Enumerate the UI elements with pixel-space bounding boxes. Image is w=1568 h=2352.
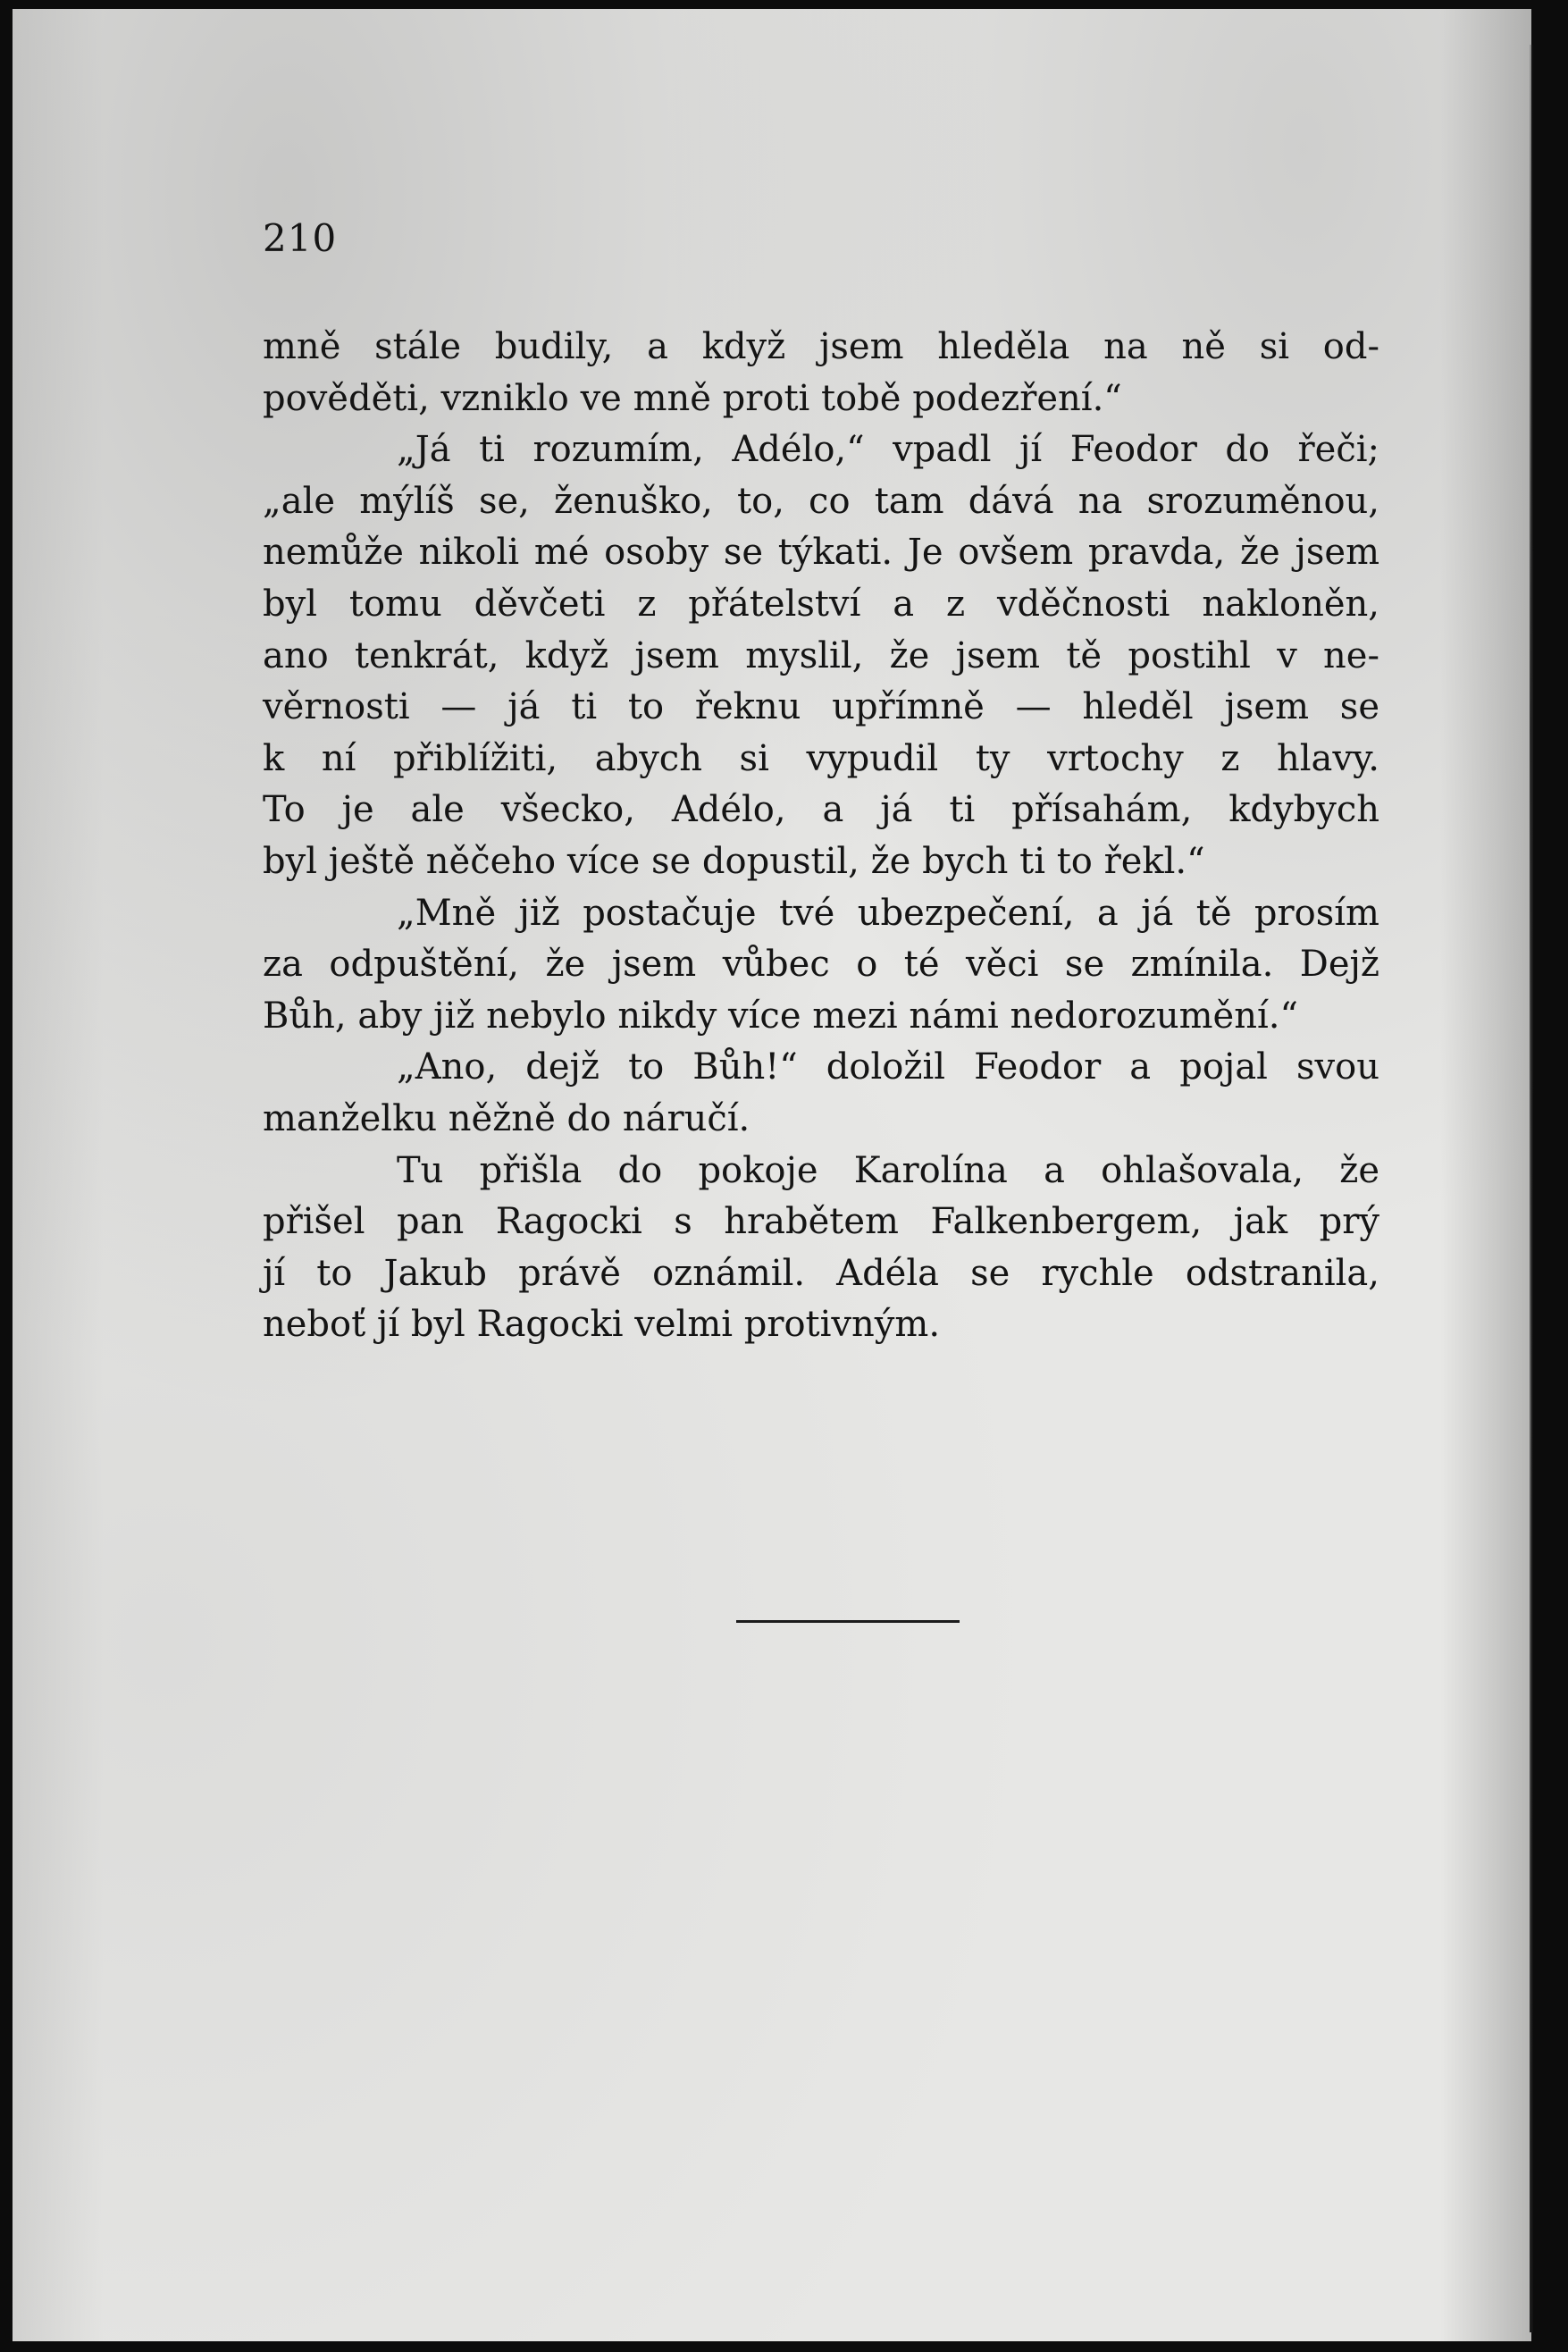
text-line: pověděti, vzniklo ve mně proti tobě podezření.“: [263, 377, 1122, 419]
text-line: neboť jí byl Ragocki velmi protivným.: [263, 1304, 941, 1346]
text-line: byl ještě něčeho více se dopustil, že bych ti to řekl.“: [263, 840, 1205, 882]
page-edge-shadow: [1530, 45, 1533, 2332]
text-line: Tu přišla do pokoje Karolína a ohlašovala, že: [397, 1149, 1379, 1191]
text-line: mně stále budily, a když jsem hleděla na ně si od-: [263, 326, 1379, 367]
body-text: [263, 322, 1379, 1351]
text-line: nemůže nikoli mé osoby se týkati. Je ovšem pravda, že jsem: [263, 532, 1379, 574]
text-line: To je ale všecko, Adélo, a já ti přísahám, kdybych: [263, 789, 1379, 831]
text-line: „ale mýlíš se, ženuško, to, co tam dává na srozuměnou,: [263, 480, 1379, 522]
text-line: jí to Jakub právě oznámil. Adéla se rychle odstranila,: [263, 1252, 1379, 1294]
text-line: k ní přiblížiti, abych si vypudil ty vrtochy z hlavy.: [263, 737, 1379, 779]
text-line: Bůh, aby již nebylo nikdy více mezi námi nedorozumění.“: [263, 995, 1298, 1037]
text-line: přišel pan Ragocki s hrabětem Falkenbergem, jak prý: [263, 1201, 1379, 1243]
text-line: věrnosti — já ti to řeknu upřímně — hleděl jsem se: [263, 686, 1379, 728]
text-line: ano tenkrát, když jsem myslil, že jsem tě postihl v ne-: [263, 634, 1379, 676]
text-line: „Já ti rozumím, Adélo,“ vpadl jí Feodor do řeči;: [397, 429, 1379, 471]
text-line: „Ano, dejž to Bůh!“ doložil Feodor a pojal svou: [397, 1046, 1379, 1088]
page-number: 210: [263, 216, 338, 260]
chapter-end-rule: [736, 1620, 960, 1623]
text-line: byl tomu děvčeti z přátelství a z vděčnosti nakloněn,: [263, 583, 1379, 625]
text-line: za odpuštění, že jsem vůbec o té věci se zmínila. Dejž: [263, 944, 1379, 986]
book-page: [13, 9, 1531, 2341]
text-line: manželku něžně do náručí.: [263, 1097, 750, 1139]
text-line: „Mně již postačuje tvé ubezpečení, a já tě prosím: [397, 892, 1379, 934]
